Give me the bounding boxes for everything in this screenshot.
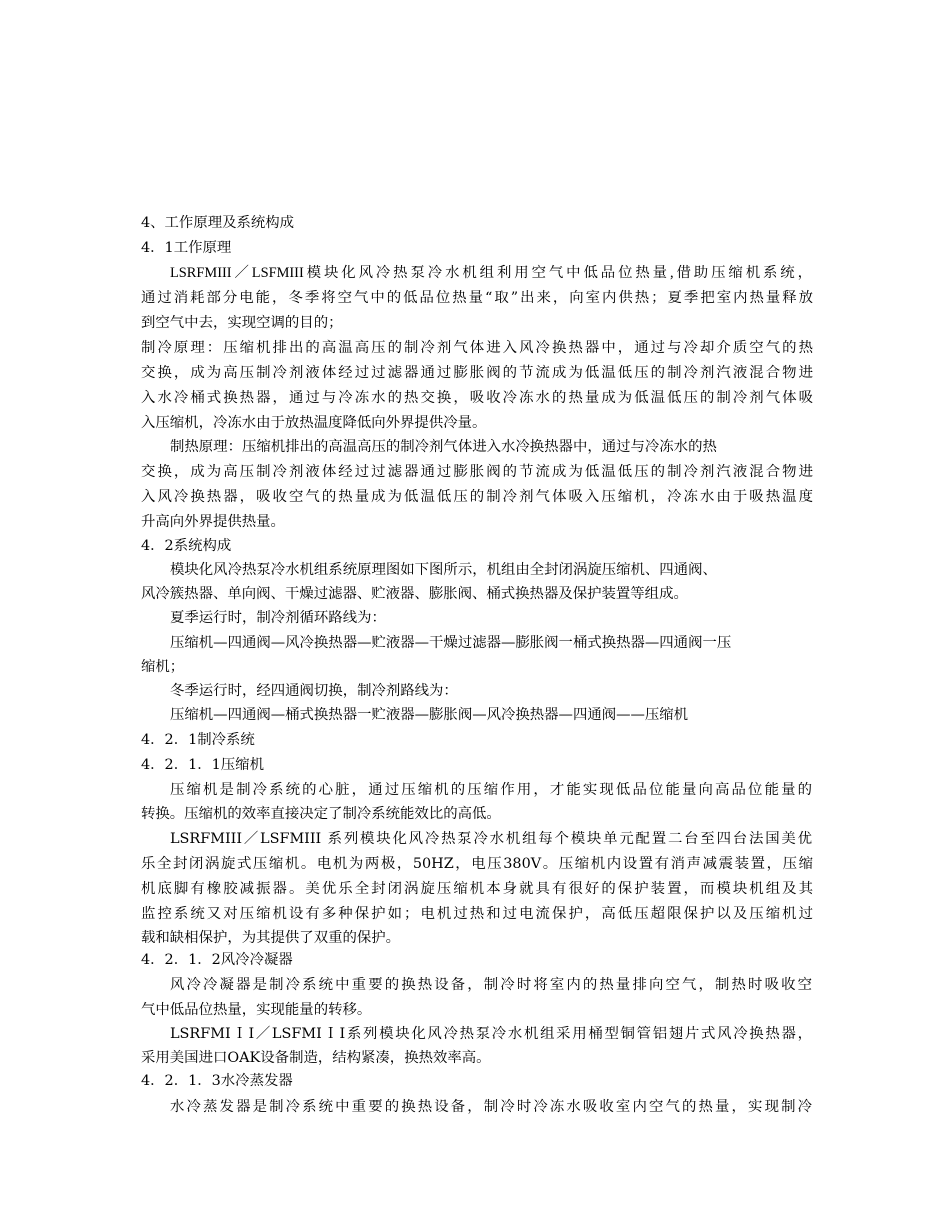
subsection-heading: 4．2．1．3水冷蒸发器 [141, 1073, 293, 1089]
subsection-heading: 4．2系统构成 [141, 538, 232, 554]
section-heading: 4、工作原理及系统构成 [141, 215, 295, 231]
text-line: 转换。压缩机的效率直接决定了制冷系统能效比的高低。 [141, 806, 501, 822]
text-line: 入风冷换热器，吸收空气的热量成为低温低压的制冷剂气体吸入压缩机，冷冻水由于吸热温度 [141, 489, 813, 505]
subsection-heading: 4．2．1．2风冷冷凝器 [141, 952, 293, 968]
text-line: 缩机； [141, 659, 185, 675]
text-line: 风冷簇热器、单向阀、干燥过滤器、贮液器、膨胀阀、桶式换热器及保护装置等组成。 [141, 586, 688, 602]
text-line: 夏季运行时，制冷剂循环路线为： [170, 610, 386, 626]
text-line: LSRFMIII／LSFMIII 系列模块化风冷热泵冷水机组每个模块单元配置二台至四台法国美优 [170, 831, 812, 847]
subsection-heading: 4．2．1制冷系统 [141, 732, 255, 748]
text-line: 升高向外界提供热量。 [141, 514, 285, 530]
text-line: 采用美国进口OAK设备制造，结构紧凑，换热效率高。 [141, 1050, 491, 1066]
text-line: 载和缺相保护，为其提供了双重的保护。 [141, 930, 401, 946]
text-line: 风冷冷凝器是制冷系统中重要的换热设备，制冷时将室内的热量排向空气，制热时吸收空 [170, 977, 812, 993]
text-line: LSRFMIII／LSFMIII模块化风冷热泵冷水机组利用空气中低品位热量,借助压缩机系统， [170, 265, 812, 281]
text-line: 冬季运行时，经四通阀切换，制冷剂路线为： [170, 683, 458, 699]
text-line: 压缩机—四通阀—桶式换热器一贮液器—膨胀阀—风冷换热器—四通阀——压缩机 [170, 707, 689, 723]
text-line: 压缩机是制冷系统的心脏，通过压缩机的压缩作用，才能实现低品位能量向高品位能量的 [170, 782, 812, 798]
text-line: 入压缩机，冷冻水由于放热温度降低向外界提供冷量。 [141, 415, 487, 431]
text-line: 机底脚有橡胶减振器。美优乐全封闭涡旋压缩机本身就具有很好的保护装置，而模块机组及其 [141, 881, 813, 897]
text-line: 压缩机—四通阀—风冷换热器—贮液器—干燥过滤器—膨胀阀一桶式换热器—四通阀一压 [170, 635, 732, 651]
text-line: 水冷蒸发器是制冷系统中重要的换热设备，制冷时冷冻水吸收室内空气的热量，实现制冷 [170, 1099, 812, 1115]
text-line: 通过消耗部分电能，冬季将空气中的低品位热量“取”出来，向室内供热；夏季把室内热量释放 [141, 290, 813, 306]
text-line: 入水冷桶式换热器，通过与冷冻水的热交换，吸收冷冻水的热量成为低温低压的制冷剂气体吸 [141, 390, 813, 406]
text-line: 到空气中去，实现空调的目的； [141, 315, 343, 331]
text-line: 气中低品位热量，实现能量的转移。 [141, 1002, 372, 1018]
subsection-heading: 4．2．1．1压缩机 [141, 757, 264, 773]
text-line: 乐全封闭涡旋式压缩机。电机为两极，50HZ，电压380V。压缩机内设置有消声减震装置，压缩 [141, 856, 813, 872]
text-line: 制冷原理：压缩机排出的高温高压的制冷剂气体进入风冷换热器中，通过与冷却介质空气的热 [141, 340, 813, 356]
text-line: 交换，成为高压制冷剂液体经过过滤器通过膨胀阀的节流成为低温低压的制冷剂汽液混合物进 [141, 365, 813, 381]
text-line: 监控系统又对压缩机设有多种保护如；电机过热和过电流保护，高低压超限保护以及压缩机过 [141, 906, 813, 922]
subsection-heading: 4．1工作原理 [141, 240, 232, 256]
text-line: 模块化风冷热泵冷水机组系统原理图如下图所示，机组由全封闭涡旋压缩机、四通阀、 [170, 562, 717, 578]
text-line: LSRFMIＩI／LSFMIＩI系列模块化风冷热泵冷水机组采用桶型铜管铝翅片式风冷换热器， [170, 1026, 812, 1042]
text-line: 交换，成为高压制冷剂液体经过过滤器通过膨胀阀的节流成为低温低压的制冷剂汽液混合物进 [141, 464, 813, 480]
text-line: 制热原理：压缩机排出的高温高压的制冷剂气体进入水冷换热器中，通过与冷冻水的热 [170, 439, 717, 455]
